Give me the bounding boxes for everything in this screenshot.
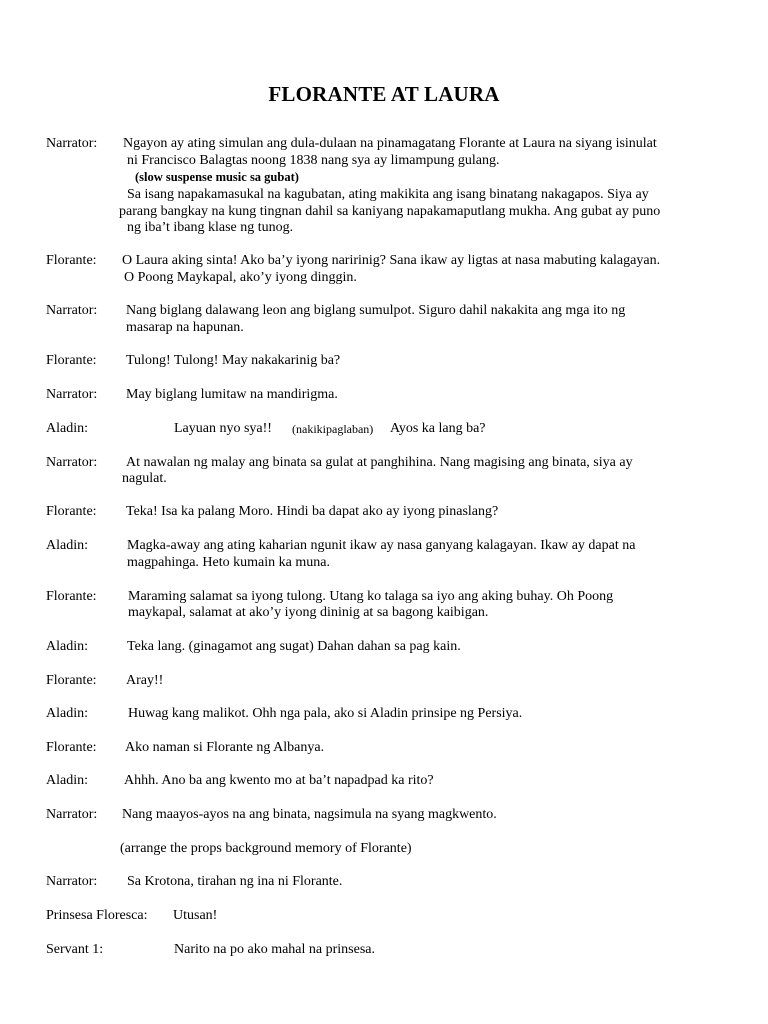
dialogue-line: Sa isang napakamasukal na kagubatan, ating makikita ang isang binatang nakagapos. Siya ay: [127, 187, 649, 202]
dialogue-line: Narito na po ako mahal na prinsesa.: [174, 942, 375, 957]
dialogue-line: Aray!!: [126, 673, 164, 688]
speaker-label: Narrator:: [46, 874, 98, 889]
dialogue-line: masarap na hapunan.: [126, 320, 244, 335]
dialogue-line: parang bangkay na kung tingnan dahil sa kaniyang napakamaputlang mukha. Ang gubat ay puno: [119, 204, 661, 219]
dialogue-line: May biglang lumitaw na mandirigma.: [126, 387, 338, 402]
dialogue-line: magpahinga. Heto kumain ka muna.: [127, 555, 330, 570]
speaker-label: Aladin:: [46, 538, 88, 553]
speaker-label: Florante:: [46, 253, 97, 268]
dialogue-line: Ahhh. Ano ba ang kwento mo at ba’t napadpad ka rito?: [124, 773, 434, 788]
speaker-label: Narrator:: [46, 303, 98, 318]
speaker-label: Florante:: [46, 589, 97, 604]
speaker-label: Aladin:: [46, 773, 88, 788]
speaker-label: Narrator:: [46, 387, 98, 402]
speaker-label: Narrator:: [46, 136, 98, 151]
speaker-label: Florante:: [46, 353, 97, 368]
dialogue-line: Tulong! Tulong! May nakakarinig ba?: [126, 353, 341, 368]
speaker-label: Florante:: [46, 504, 97, 519]
speaker-label: Servant 1:: [46, 942, 104, 957]
speaker-label: Florante:: [46, 740, 97, 755]
speaker-label: Aladin:: [46, 639, 88, 654]
dialogue-line: Huwag kang malikot. Ohh nga pala, ako si Aladin prinsipe ng Persiya.: [128, 706, 523, 721]
dialogue-line: Nang maayos-ayos na ang binata, nagsimula na syang magkwento.: [122, 807, 497, 822]
dialogue-line: Layuan nyo sya!!: [174, 421, 272, 436]
dialogue-line: Utusan!: [173, 908, 218, 923]
dialogue-line: Teka! Isa ka palang Moro. Hindi ba dapat ako ay iyong pinaslang?: [126, 504, 499, 519]
speaker-label: Prinsesa Floresca:: [46, 908, 148, 923]
speaker-label: Aladin:: [46, 706, 88, 721]
dialogue-line: O Laura aking sinta! Ako ba’y iyong naririnig? Sana ikaw ay ligtas at nasa mabuting kalagayan.: [122, 253, 661, 268]
dialogue-line: Ako naman si Florante ng Albanya.: [125, 740, 325, 755]
dialogue-line: ni Francisco Balagtas noong 1838 nang sya ay limampung gulang.: [127, 153, 500, 168]
stage-direction: (nakikipaglaban): [292, 422, 374, 436]
speaker-label: Florante:: [46, 673, 97, 688]
page-title: FLORANTE AT LAURA: [268, 82, 500, 106]
dialogue-line: Ayos ka lang ba?: [390, 421, 486, 436]
speaker-label: Narrator:: [46, 807, 98, 822]
dialogue-line: Maraming salamat sa iyong tulong. Utang ko talaga sa iyo ang aking buhay. Oh Poong: [128, 589, 614, 604]
stage-direction: (arrange the props background memory of Florante): [120, 841, 412, 856]
dialogue-line: At nawalan ng malay ang binata sa gulat at panghihina. Nang magising ang binata, siya ay: [126, 455, 633, 470]
dialogue-line: nagulat.: [122, 471, 167, 486]
dialogue-line: Magka-away ang ating kaharian ngunit ikaw ay nasa ganyang kalagayan. Ikaw ay dapat na: [127, 538, 636, 553]
dialogue-line: Ngayon ay ating simulan ang dula-dulaan na pinamagatang Florante at Laura na siyang isinulat: [123, 136, 657, 151]
dialogue-line: O Poong Maykapal, ako’y iyong dinggin.: [124, 270, 357, 285]
dialogue-line: Teka lang. (ginagamot ang sugat) Dahan dahan sa pag kain.: [127, 639, 461, 654]
dialogue-line: Nang biglang dalawang leon ang biglang sumulpot. Siguro dahil nakakita ang mga ito ng: [126, 303, 626, 318]
dialogue-line: maykapal, salamat at ako’y iyong dininig at sa bagong kaibigan.: [128, 605, 489, 620]
speaker-label: Aladin:: [46, 421, 88, 436]
dialogue-line: ng iba’t ibang klase ng tunog.: [127, 220, 294, 235]
stage-direction: (slow suspense music sa gubat): [135, 170, 299, 184]
dialogue-line: Sa Krotona, tirahan ng ina ni Florante.: [127, 874, 343, 889]
speaker-label: Narrator:: [46, 455, 98, 470]
